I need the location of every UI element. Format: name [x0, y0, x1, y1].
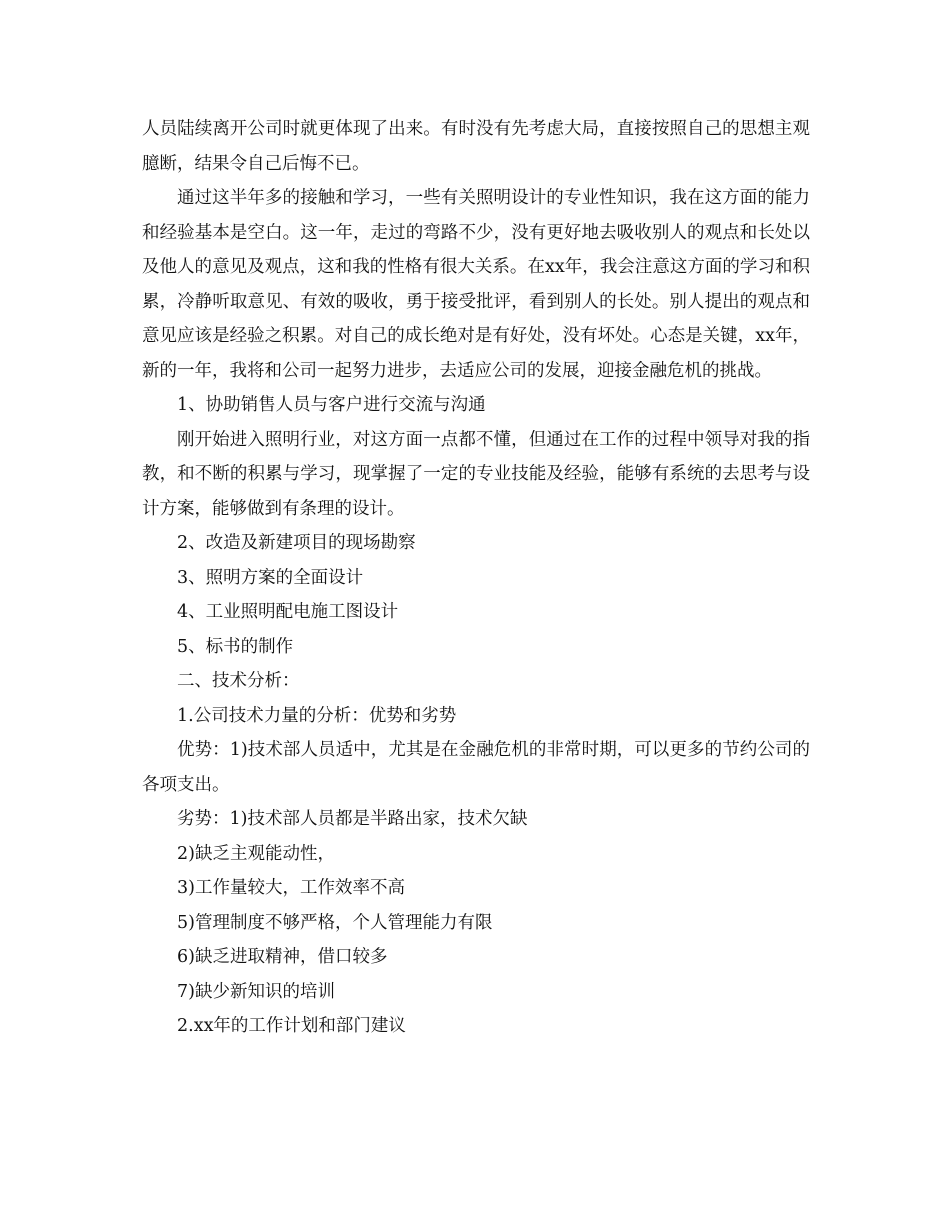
section-heading: 二、技术分析： [177, 671, 300, 691]
list-item: 3)工作量较大，工作效率不高 [177, 878, 405, 898]
list-item: 3、照明方案的全面设计 [177, 567, 364, 588]
list-item: 1、协助销售人员与客户进行交流与沟通 [177, 395, 486, 415]
subsection-heading: 2.xx年的工作计划和部门建议 [177, 1016, 406, 1036]
paragraph: 通过这半年多的接触和学习，一些有关照明设计的专业性知识，我在这方面的能力和经验基本是空白。这一年，走过的弯路不少，没有更好地去吸收别人的观点和长处以及他人的意见及观点，这和我的性格有很大关系。在xx年，我会注意这方面的学习和积累，冷静听取意见、有效的吸收，勇于接受批评，看到别人的长处。别人提出的观点和意见应该是经验之积累。对自己的成长绝对是有好处，没有坏处。心态是关键，xx年，新的一年，我将和公司一起努力进步，去适应公司的发展，迎接金融危机的挑战。 [142, 188, 810, 381]
list-item: 6)缺乏进取精神，借口较多 [177, 947, 388, 967]
paragraph: 人员陆续离开公司时就更体现了出来。有时没有先考虑大局，直接按照自己的思想主观臆断，结果令自己后悔不已。 [142, 119, 810, 174]
list-item: 2)缺乏主观能动性， [177, 843, 335, 864]
paragraph: 优势：1)技术部人员适中，尤其是在金融危机的非常时期，可以更多的节约公司的各项支出。 [142, 740, 810, 795]
list-item: 2、改造及新建项目的现场勘察 [177, 533, 416, 553]
list-item: 劣势：1)技术部人员都是半路出家，技术欠缺 [177, 809, 528, 829]
list-item: 5)管理制度不够严格，个人管理能力有限 [177, 912, 493, 933]
subsection-heading: 1.公司技术力量的分析：优势和劣势 [177, 705, 457, 726]
list-item: 7)缺少新知识的培训 [177, 981, 335, 1002]
document-body [142, 112, 810, 1044]
list-item: 5、标书的制作 [177, 636, 294, 657]
paragraph: 刚开始进入照明行业，对这方面一点都不懂，但通过在工作的过程中领导对我的指教，和不断的积累与学习，现掌握了一定的专业技能及经验，能够有系统的去思考与设计方案，能够做到有条理的设计。 [142, 429, 810, 519]
list-item: 4、工业照明配电施工图设计 [177, 602, 399, 622]
